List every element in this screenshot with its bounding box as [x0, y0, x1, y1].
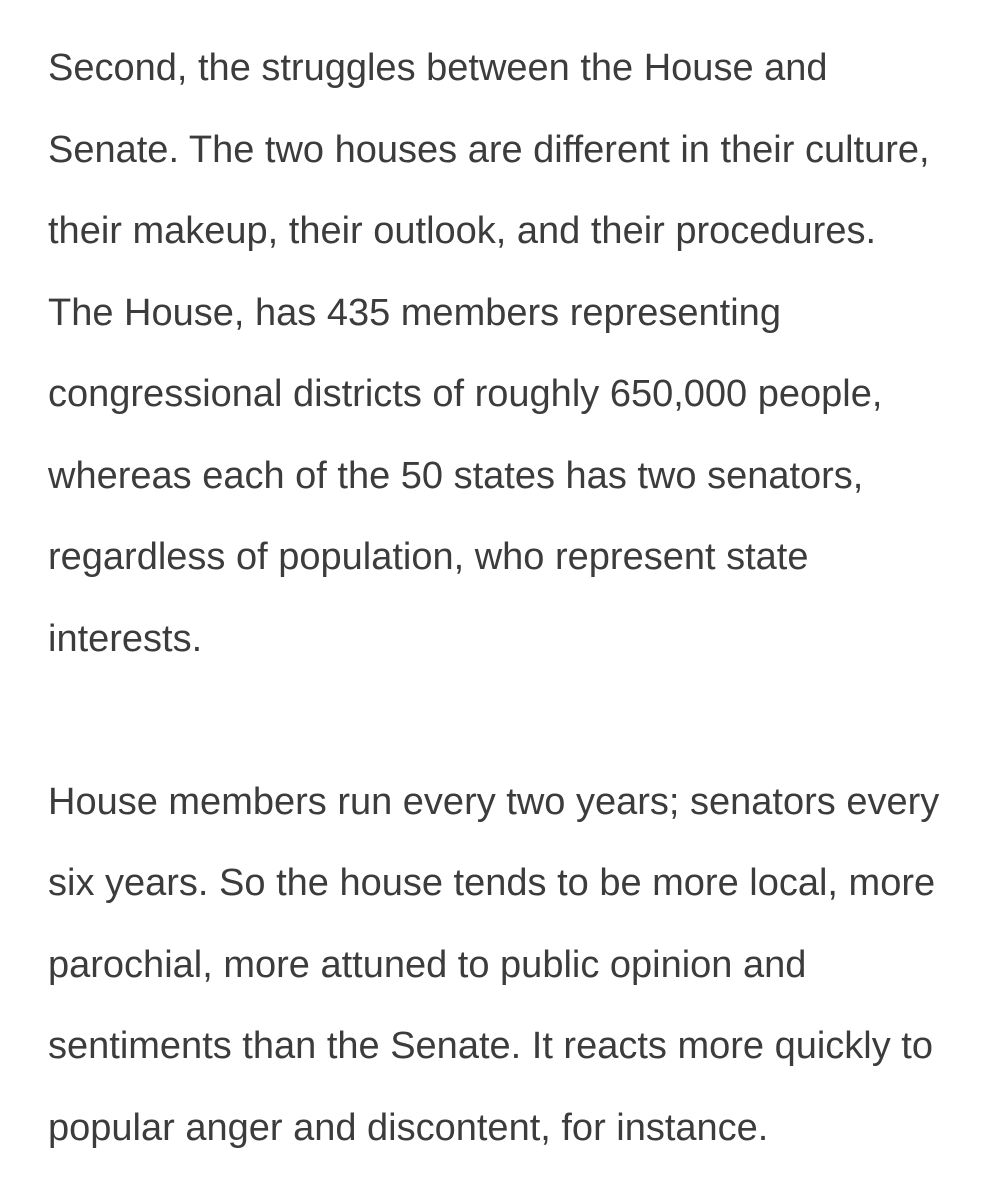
- text-line: their makeup, their outlook, and their procedures.: [48, 210, 877, 252]
- text-line: congressional districts of roughly 650,000 people,: [48, 373, 883, 415]
- text-line: popular anger and discontent, for instance.: [48, 1106, 769, 1149]
- text-line: The House, has 435 members representing: [48, 291, 781, 334]
- text-line: regardless of population, who represent state: [48, 536, 809, 578]
- text-line: Senate. The two houses are different in their culture,: [48, 128, 930, 171]
- article-body: [48, 28, 978, 1169]
- text-line: six years. So the house tends to be more local, more: [48, 862, 936, 904]
- text-line: interests.: [48, 617, 203, 660]
- text-line: whereas each of the 50 states has two senators,: [48, 454, 864, 497]
- paragraph-election-cycles: [48, 762, 978, 1170]
- paragraph-house-senate-struggles: [48, 28, 978, 680]
- text-line: House members run every two years; senators every: [48, 780, 940, 823]
- text-line: sentiments than the Senate. It reacts more quickly to: [48, 1025, 934, 1067]
- text-line: parochial, more attuned to public opinion and: [48, 943, 807, 986]
- text-line: Second, the struggles between the House and: [48, 47, 828, 89]
